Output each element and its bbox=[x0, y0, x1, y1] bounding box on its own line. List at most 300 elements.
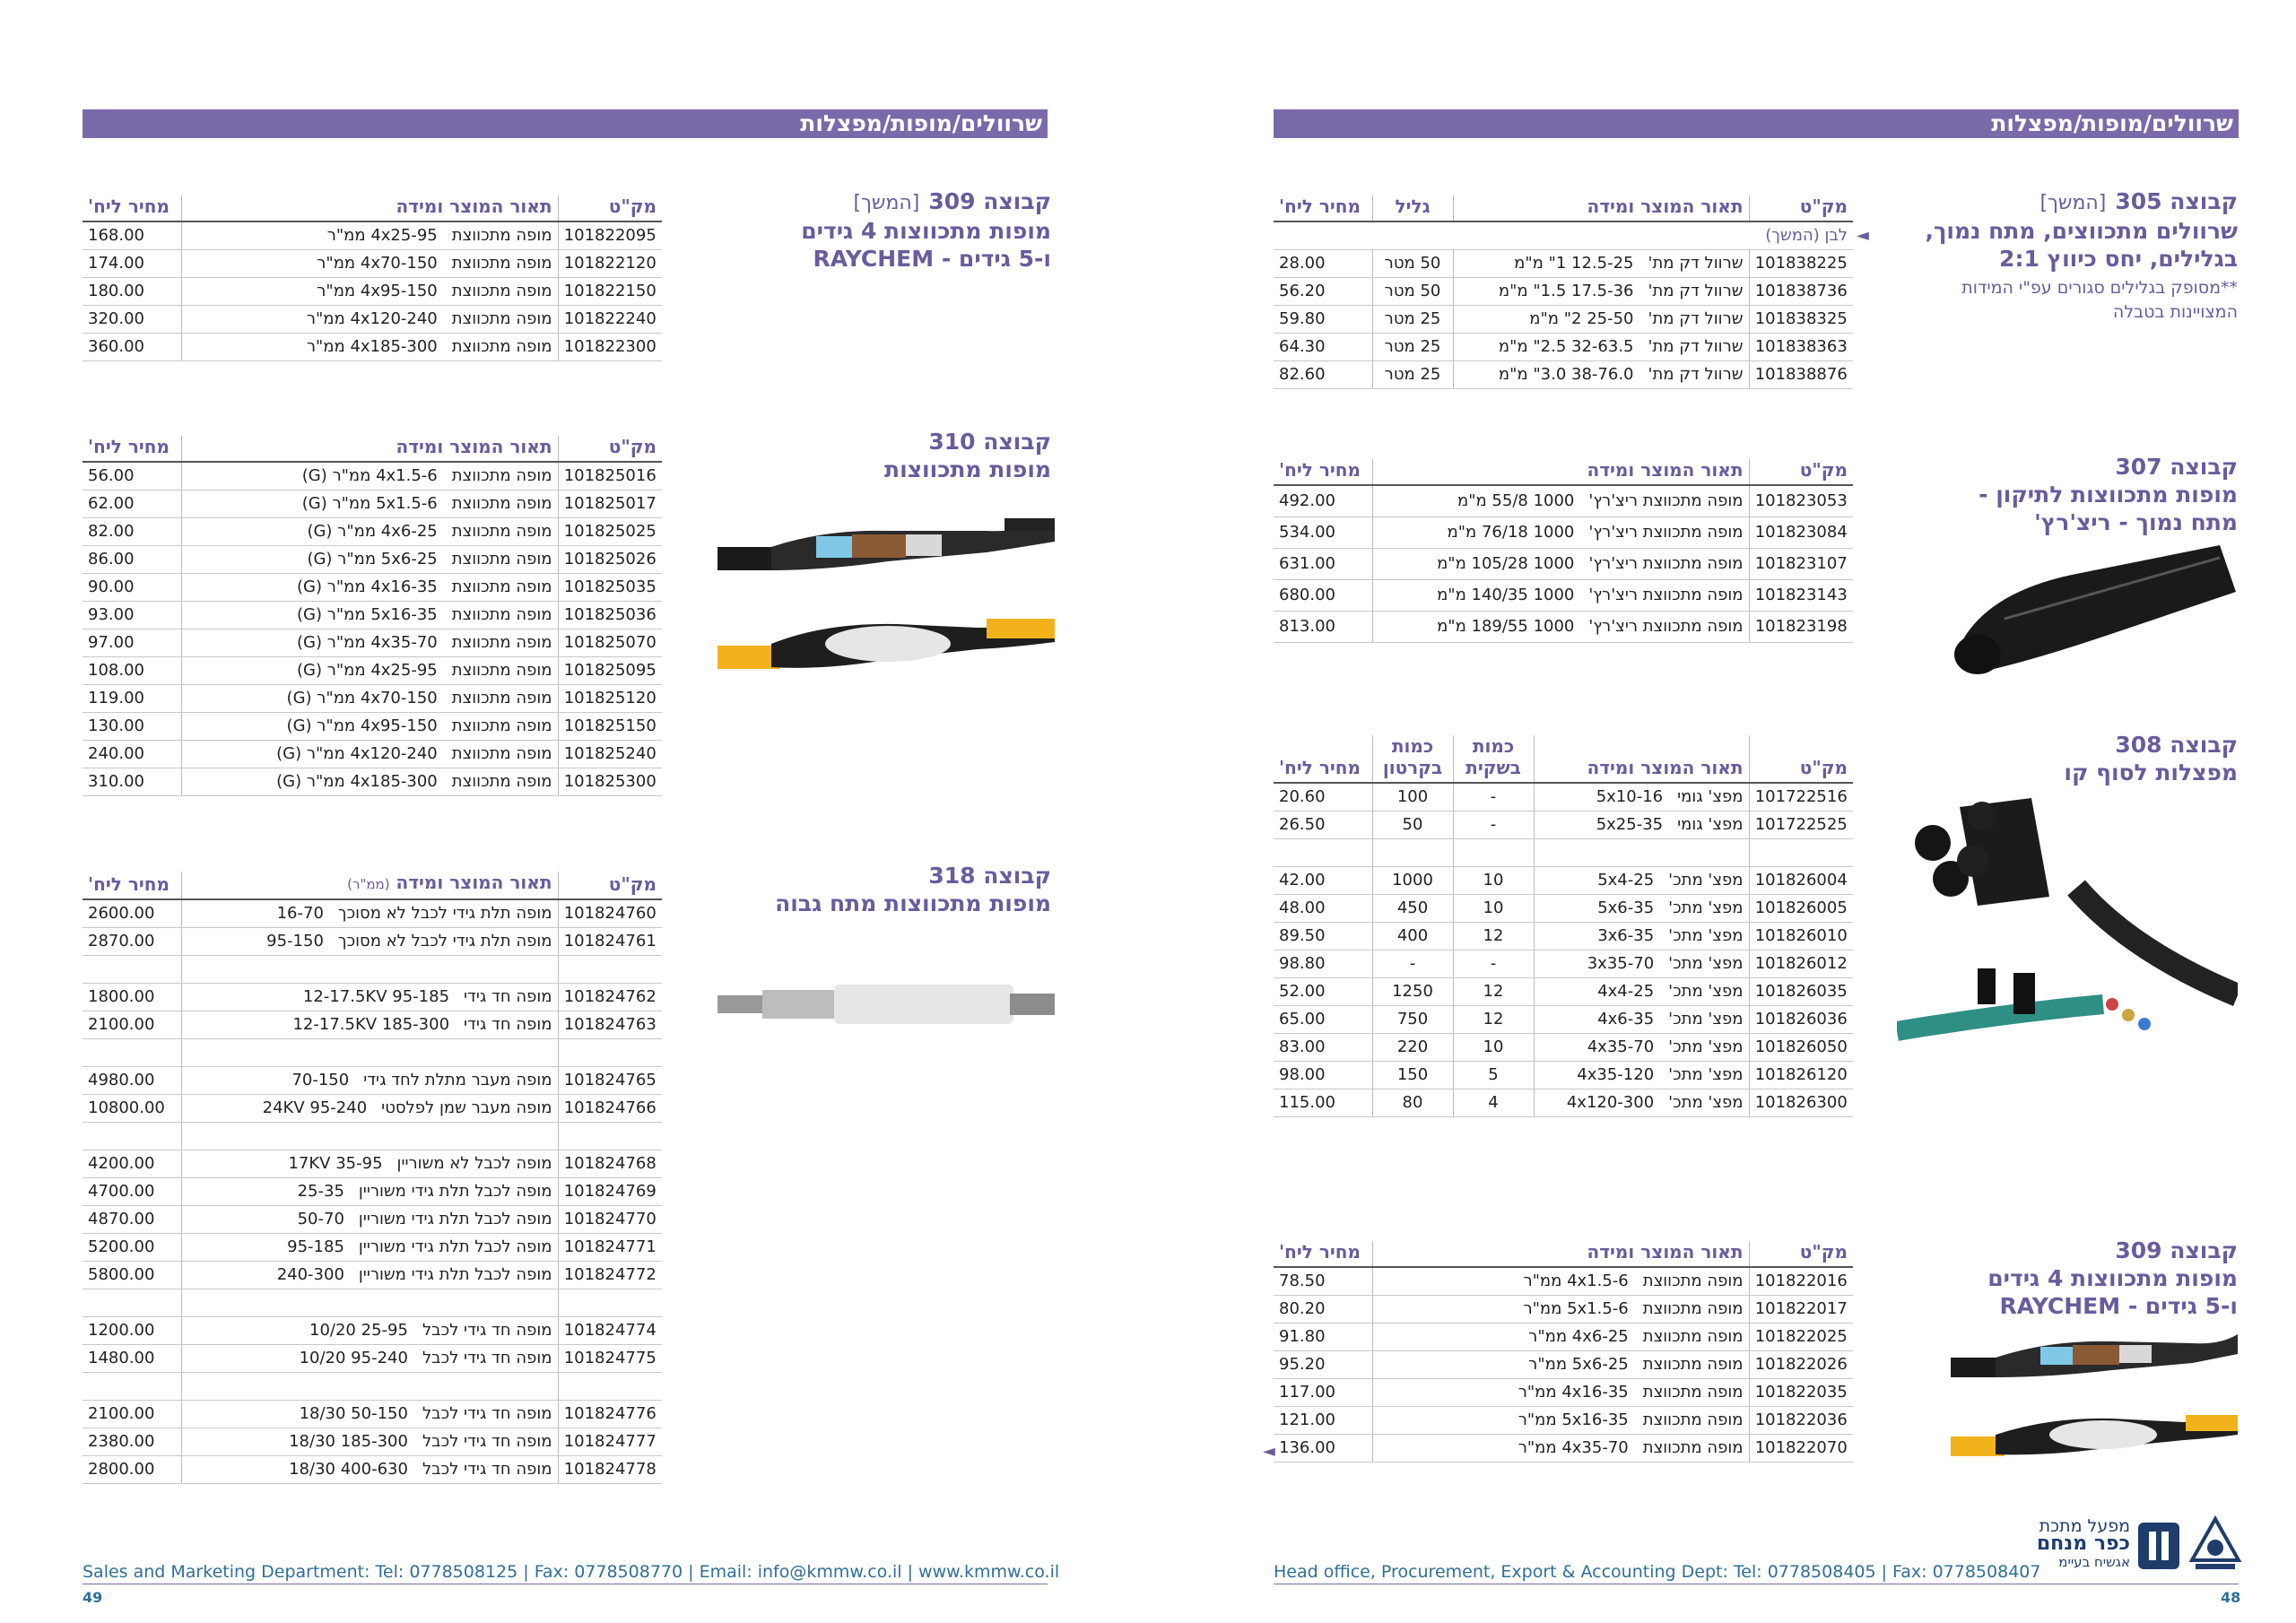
product-size: 4x185-300 ממ"ר (G) bbox=[276, 772, 438, 791]
cell-description bbox=[1453, 250, 1749, 278]
product-size: 4x16-35 ממ"ר (G) bbox=[296, 577, 438, 596]
table-group-310 bbox=[83, 436, 662, 796]
table-row bbox=[1274, 812, 1853, 839]
cell-sku: 101722525 bbox=[1749, 812, 1853, 839]
table-row bbox=[83, 1289, 662, 1317]
cell-description bbox=[181, 956, 558, 984]
product-name: מופה חד גידי bbox=[464, 987, 552, 1006]
cell-price: 2100.00 bbox=[83, 1011, 181, 1039]
cell-sku: 101824762 bbox=[558, 984, 662, 1011]
product-size: 4x25-95 ממ"ר bbox=[326, 226, 438, 245]
cell-price: 5200.00 bbox=[83, 1234, 181, 1262]
group-title-line1: שרוולים מתכווצים, מתח נמוך, bbox=[1925, 218, 2238, 244]
cell-roll: 25 מטר bbox=[1372, 306, 1453, 334]
cell-sku: 101824777 bbox=[558, 1428, 662, 1456]
product-size: 4x6-25 ממ"ר bbox=[1528, 1327, 1629, 1346]
cell-price: 4870.00 bbox=[83, 1206, 181, 1234]
group-number: קבוצה 310 bbox=[928, 429, 1051, 455]
cell-bag: - bbox=[1453, 783, 1534, 812]
cell-sku: 101822017 bbox=[1749, 1296, 1853, 1324]
table-row bbox=[1274, 1435, 1853, 1462]
cell-price: 26.50 bbox=[1274, 812, 1372, 839]
cell-roll: 50 מטר bbox=[1372, 250, 1453, 278]
table-row bbox=[83, 956, 662, 984]
cell-description bbox=[1372, 1435, 1749, 1462]
cell-description bbox=[1372, 549, 1749, 580]
table-group-307 bbox=[1274, 459, 1853, 643]
cell-price: 4700.00 bbox=[83, 1178, 181, 1206]
group-title-line1: מופות מתכווצות לתיקון - bbox=[1979, 482, 2238, 508]
cell-price: 97.00 bbox=[83, 629, 181, 657]
table-row bbox=[1274, 1062, 1853, 1089]
cell-price: 492.00 bbox=[1274, 485, 1372, 517]
product-name: מופה חד גידי לכבל bbox=[422, 1432, 552, 1451]
cell-price: 98.80 bbox=[1274, 950, 1372, 978]
product-size: 4x120-300 bbox=[1566, 1093, 1655, 1112]
cell-box: 150 bbox=[1372, 1062, 1453, 1089]
table-row bbox=[1274, 361, 1853, 389]
cell-price: 174.00 bbox=[83, 250, 181, 278]
col-header-desc-text: תאור המוצר ומידה bbox=[396, 872, 552, 893]
cell-box: 80 bbox=[1372, 1089, 1453, 1117]
table-row bbox=[1274, 950, 1853, 978]
page-48 bbox=[1148, 0, 2296, 1623]
product-name: מופה מתכווצת ריצ'רץ' bbox=[1588, 554, 1744, 573]
product-size: 4x16-35 ממ"ר bbox=[1518, 1383, 1629, 1402]
table-row bbox=[83, 462, 662, 490]
table-row bbox=[1274, 1034, 1853, 1062]
cell-sku: 101825240 bbox=[558, 741, 662, 768]
cell-description bbox=[1534, 923, 1749, 950]
cell-sku: 101824766 bbox=[558, 1095, 662, 1123]
cell-bag: 10 bbox=[1453, 867, 1534, 895]
continued-arrow-icon: ◄ bbox=[1857, 226, 1869, 245]
product-size: 185-300 12-17.5KV bbox=[292, 1015, 450, 1034]
product-size: 1000 140/35 מ"מ bbox=[1437, 586, 1575, 604]
cell-price: 78.50 bbox=[1274, 1267, 1372, 1296]
table-row bbox=[83, 574, 662, 602]
cell-sku: 101824769 bbox=[558, 1178, 662, 1206]
table-row bbox=[83, 1039, 662, 1067]
product-size: 3x35-70 bbox=[1587, 954, 1655, 973]
table-group-305 bbox=[1274, 195, 1853, 389]
product-size: 4x95-150 ממ"ר bbox=[317, 282, 438, 300]
cell-price bbox=[83, 1373, 181, 1401]
box-qty-line2: בקרטון bbox=[1382, 757, 1443, 778]
cell-bag: 10 bbox=[1453, 895, 1534, 923]
logo-line2: כפר מנחם bbox=[2036, 1532, 2130, 1555]
product-size: 5x6-35 bbox=[1597, 898, 1655, 917]
cell-price: 360.00 bbox=[83, 334, 181, 361]
product-name: מופה מתכווצת ריצ'רץ' bbox=[1588, 491, 1744, 510]
col-header-price: מחיר ליח' bbox=[1274, 735, 1372, 783]
cell-description bbox=[181, 1011, 558, 1039]
cell-description bbox=[1534, 895, 1749, 923]
cell-sku: 101822150 bbox=[558, 278, 662, 306]
product-size: 38-76.0 3.0" מ"מ bbox=[1498, 365, 1634, 384]
cell-sku: 101824765 bbox=[558, 1067, 662, 1095]
cell-description bbox=[181, 1373, 558, 1401]
cell-sku: 101824768 bbox=[558, 1150, 662, 1178]
cell-sku: 101825025 bbox=[558, 518, 662, 546]
emblem-icon bbox=[2188, 1515, 2242, 1575]
group-number: קבוצה 309 bbox=[2115, 1237, 2238, 1263]
cell-description bbox=[181, 1262, 558, 1289]
cell-price: 2100.00 bbox=[83, 1401, 181, 1428]
cell-sku: 101825036 bbox=[558, 602, 662, 629]
cell-price: 1800.00 bbox=[83, 984, 181, 1011]
cell-description bbox=[181, 221, 558, 250]
cell-description bbox=[1534, 839, 1749, 867]
splice-kit-image bbox=[718, 601, 1055, 690]
product-size: 1000 189/55 מ"מ bbox=[1437, 617, 1575, 636]
cell-description bbox=[1372, 1407, 1749, 1435]
continued-label: [המשך] bbox=[2039, 192, 2107, 214]
cell-price: 136.00 bbox=[1274, 1435, 1372, 1462]
product-size: 5x6-25 ממ"ר bbox=[1528, 1355, 1629, 1374]
cell-sku: 101823198 bbox=[1749, 612, 1853, 643]
col-header-price: מחיר ליח' bbox=[1274, 195, 1372, 221]
group-310-heading bbox=[718, 429, 1051, 483]
group-number: קבוצה 308 bbox=[2115, 732, 2238, 758]
table-row bbox=[83, 899, 662, 928]
table-row bbox=[1274, 1407, 1853, 1435]
table-row bbox=[1274, 334, 1853, 361]
cell-description bbox=[1453, 361, 1749, 389]
cell-sku: 101826036 bbox=[1749, 1006, 1853, 1034]
product-name: מופה מתכווצת ריצ'רץ' bbox=[1588, 586, 1744, 604]
cell-sku: 101826035 bbox=[1749, 978, 1853, 1006]
product-name: מופה מתכווצת bbox=[451, 282, 552, 300]
cell-price: 240.00 bbox=[83, 741, 181, 768]
cell-sku bbox=[558, 1039, 662, 1067]
box-qty-line1: כמות bbox=[1391, 735, 1434, 757]
cell-sku bbox=[558, 1289, 662, 1317]
col-header-desc: תאור המוצר ומידה bbox=[1372, 459, 1749, 485]
cell-price bbox=[83, 1123, 181, 1150]
table-row bbox=[83, 1178, 662, 1206]
table-group-309-right bbox=[1274, 1241, 1853, 1462]
table-row bbox=[83, 713, 662, 741]
cell-sku: 101826010 bbox=[1749, 923, 1853, 950]
product-size: 400-630 18/30 bbox=[289, 1460, 408, 1479]
product-size: 32-63.5 2.5" מ"מ bbox=[1498, 337, 1634, 356]
product-name: מופה מתכווצת bbox=[1642, 1410, 1744, 1429]
table-row bbox=[83, 1456, 662, 1484]
cell-price: 168.00 bbox=[83, 221, 181, 250]
col-header-sku: מק"ט bbox=[1749, 1241, 1853, 1267]
cell-price: 82.60 bbox=[1274, 361, 1372, 389]
table-row bbox=[1274, 1324, 1853, 1351]
product-name: מפצ' מתכ' bbox=[1668, 1093, 1744, 1112]
col-header-desc: תאור המוצר ומידה bbox=[1372, 1241, 1749, 1267]
group-number: קבוצה 309 bbox=[928, 188, 1051, 214]
group-title-line2: מתח נמוך - ריצ'רץ' bbox=[2034, 509, 2238, 535]
cell-description bbox=[1453, 278, 1749, 306]
cell-sku: 101824761 bbox=[558, 928, 662, 956]
product-size: 1000 55/8 מ"מ bbox=[1457, 491, 1575, 510]
continued-arrow-icon: ◄ bbox=[1263, 1442, 1275, 1461]
cell-sku: 101824770 bbox=[558, 1206, 662, 1234]
cell-description bbox=[181, 462, 558, 490]
cell-box: 220 bbox=[1372, 1034, 1453, 1062]
cell-price: 121.00 bbox=[1274, 1407, 1372, 1435]
cell-price: 86.00 bbox=[83, 546, 181, 574]
cell-price: 62.00 bbox=[83, 490, 181, 518]
product-name: מופה חד גידי לכבל bbox=[422, 1321, 552, 1340]
table-row bbox=[83, 1401, 662, 1428]
bag-qty-line2: בשקית bbox=[1465, 757, 1521, 778]
product-name: מפצ' מתכ' bbox=[1668, 1065, 1744, 1084]
product-name: מופה מעבר מתלת לחד גידי bbox=[363, 1071, 552, 1089]
product-name: מפצ' מתכ' bbox=[1668, 926, 1744, 945]
group-title-line1: מופות מתכווצות bbox=[884, 456, 1051, 482]
logo-wordmark bbox=[2037, 1517, 2130, 1571]
group-305-heading bbox=[1892, 188, 2238, 325]
product-name: מופה מתכווצת bbox=[451, 605, 552, 624]
product-size: 4x1.5-6 ממ"ר bbox=[1523, 1271, 1629, 1290]
table-row bbox=[83, 1067, 662, 1095]
product-name: מפצ' גומי bbox=[1677, 815, 1744, 834]
product-size: 5x1.5-6 ממ"ר (G) bbox=[301, 494, 438, 513]
section-header-bar: שרוולים/מופות/מפצלות bbox=[83, 109, 1048, 138]
cell-sku: 101824771 bbox=[558, 1234, 662, 1262]
cell-price: 680.00 bbox=[1274, 580, 1372, 612]
cell-price: 83.00 bbox=[1274, 1034, 1372, 1062]
col-header-bag-qty bbox=[1453, 735, 1534, 783]
cell-price: 1200.00 bbox=[83, 1317, 181, 1345]
product-size: 4x35-70 ממ"ר bbox=[1518, 1438, 1629, 1457]
product-size: 4x185-300 ממ"ר bbox=[306, 337, 438, 356]
product-name: מופה מתכווצת bbox=[451, 254, 552, 273]
cell-bag: 12 bbox=[1453, 1006, 1534, 1034]
table-row bbox=[83, 306, 662, 334]
product-size: 5x25-35 bbox=[1596, 815, 1664, 834]
table-row bbox=[83, 1206, 662, 1234]
cell-sku: 101824775 bbox=[558, 1345, 662, 1373]
note-line1: **מסופק בגלילים סגורים עפ"י המידות bbox=[1961, 278, 2238, 298]
cell-description bbox=[1534, 950, 1749, 978]
group-318-heading bbox=[718, 863, 1051, 917]
cell-description bbox=[1372, 580, 1749, 612]
cell-sku: 101824763 bbox=[558, 1011, 662, 1039]
cell-description bbox=[181, 602, 558, 629]
product-name: מופה מתכווצת bbox=[1642, 1271, 1744, 1290]
product-name: מפצ' מתכ' bbox=[1668, 982, 1744, 1001]
product-size: 1000 76/18 מ"מ bbox=[1447, 523, 1575, 542]
table-row bbox=[83, 1123, 662, 1150]
table-row bbox=[1274, 839, 1853, 867]
footer-contact: Sales and Marketing Department: Tel: 0778508125 | Fax: 0778508770 | Email: info@kmmw.co.il | www.kmmw.co.il bbox=[83, 1562, 1060, 1582]
cell-price: 108.00 bbox=[83, 657, 181, 685]
cell-bag: 12 bbox=[1453, 978, 1534, 1006]
cell-sku: 101826005 bbox=[1749, 895, 1853, 923]
cell-price: 89.50 bbox=[1274, 923, 1372, 950]
product-size: 4x1.5-6 ממ"ר (G) bbox=[301, 466, 438, 485]
cell-description bbox=[1372, 1296, 1749, 1324]
cell-description bbox=[1372, 485, 1749, 517]
cell-sku: 101825150 bbox=[558, 713, 662, 741]
product-name: מופה לכבל תלת גידי משוריין bbox=[358, 1265, 552, 1284]
table-row bbox=[83, 741, 662, 768]
cell-price bbox=[83, 956, 181, 984]
cell-sku: 101824774 bbox=[558, 1317, 662, 1345]
cell-sku: 101822070 bbox=[1749, 1435, 1853, 1462]
cell-price: 2870.00 bbox=[83, 928, 181, 956]
cell-sku: 101822300 bbox=[558, 334, 662, 361]
kmmw-logo-icon bbox=[2136, 1519, 2181, 1573]
cell-price: 82.00 bbox=[83, 518, 181, 546]
table-row bbox=[1274, 485, 1853, 517]
table-row bbox=[83, 1345, 662, 1373]
cell-box: 450 bbox=[1372, 895, 1453, 923]
cell-description bbox=[181, 629, 558, 657]
col-header-desc-unit: (ממ"ר) bbox=[347, 876, 390, 892]
cell-price: 631.00 bbox=[1274, 549, 1372, 580]
cell-price: 59.80 bbox=[1274, 306, 1372, 334]
cell-description bbox=[181, 250, 558, 278]
cell-description bbox=[1534, 1034, 1749, 1062]
table-group-309-left bbox=[83, 195, 662, 361]
product-name: מופה מתכווצת bbox=[451, 744, 552, 763]
cell-price: 119.00 bbox=[83, 685, 181, 713]
group-number: קבוצה 305 bbox=[2115, 188, 2238, 214]
cell-sku: 101838363 bbox=[1749, 334, 1853, 361]
cell-sku: 101823107 bbox=[1749, 549, 1853, 580]
product-size: 95-240 10/20 bbox=[299, 1349, 408, 1367]
table-row bbox=[83, 334, 662, 361]
table-row bbox=[1274, 580, 1853, 612]
cell-description bbox=[181, 1206, 558, 1234]
cell-roll: 25 מטר bbox=[1372, 361, 1453, 389]
cell-description bbox=[181, 546, 558, 574]
cell-price: 2600.00 bbox=[83, 899, 181, 928]
product-name: מופה מתכווצת bbox=[1642, 1327, 1744, 1346]
product-size: 4x4-25 bbox=[1597, 982, 1655, 1001]
product-name: מופה לכבל לא משוריין bbox=[396, 1154, 552, 1173]
cell-price: 117.00 bbox=[1274, 1379, 1372, 1407]
product-size: 25-35 bbox=[297, 1182, 344, 1201]
product-name: מופה מתכווצת bbox=[1642, 1383, 1744, 1402]
cell-roll: 25 מטר bbox=[1372, 334, 1453, 361]
product-name: מפצ' מתכ' bbox=[1668, 898, 1744, 917]
cell-description bbox=[181, 1150, 558, 1178]
cell-bag: 5 bbox=[1453, 1062, 1534, 1089]
table-row bbox=[1274, 306, 1853, 334]
table-row bbox=[83, 602, 662, 629]
product-name: מופה מתכווצת bbox=[451, 577, 552, 596]
cell-description bbox=[1534, 978, 1749, 1006]
logo-line1: מפעל מתכת bbox=[2039, 1516, 2130, 1536]
group-title-line1: מפצלות לסוף קו bbox=[2064, 759, 2238, 785]
col-header-sku: מק"ט bbox=[1749, 459, 1853, 485]
cell-price: 64.30 bbox=[1274, 334, 1372, 361]
cell-sku: 101722516 bbox=[1749, 783, 1853, 812]
col-header-sku: מק"ט bbox=[558, 436, 662, 462]
product-name: מופה לכבל תלת גידי משוריין bbox=[358, 1237, 552, 1256]
cell-description bbox=[181, 1123, 558, 1150]
cell-description bbox=[1372, 1324, 1749, 1351]
cell-description bbox=[1372, 612, 1749, 643]
cell-bag: 12 bbox=[1453, 923, 1534, 950]
cell-description bbox=[181, 306, 558, 334]
group-number: קבוצה 318 bbox=[928, 863, 1051, 889]
cell-sku: 101826120 bbox=[1749, 1062, 1853, 1089]
cell-sku: 101825070 bbox=[558, 629, 662, 657]
cell-box: 400 bbox=[1372, 923, 1453, 950]
cell-description bbox=[1372, 1267, 1749, 1296]
product-size: 5x6-25 ממ"ר (G) bbox=[307, 550, 438, 568]
product-size: 35-95 17KV bbox=[288, 1154, 383, 1173]
product-name: שרוול דק מת' bbox=[1648, 254, 1744, 273]
product-name: מופה מתכווצת bbox=[451, 716, 552, 735]
table-row bbox=[83, 1095, 662, 1123]
cell-description bbox=[181, 1456, 558, 1484]
cell-price bbox=[83, 1039, 181, 1067]
cell-price: 42.00 bbox=[1274, 867, 1372, 895]
product-name: מופה מתכווצת bbox=[1642, 1299, 1744, 1318]
table-row bbox=[1274, 1379, 1853, 1407]
product-name: מופה מתכווצת bbox=[1642, 1355, 1744, 1374]
table-row bbox=[83, 1428, 662, 1456]
table-row bbox=[1274, 517, 1853, 549]
cell-description bbox=[181, 574, 558, 602]
table-row bbox=[83, 629, 662, 657]
col-header-sku: מק"ט bbox=[1749, 195, 1853, 221]
cell-price: 10800.00 bbox=[83, 1095, 181, 1123]
cell-box: 100 bbox=[1372, 783, 1453, 812]
cell-description bbox=[181, 685, 558, 713]
product-size: 16-70 bbox=[276, 904, 324, 923]
product-size: 4x70-150 ממ"ר bbox=[317, 254, 438, 273]
cell-description bbox=[181, 490, 558, 518]
product-size: 1000 105/28 מ"מ bbox=[1437, 554, 1575, 573]
table-row bbox=[83, 546, 662, 574]
cell-sku: 101823053 bbox=[1749, 485, 1853, 517]
group-note bbox=[1892, 276, 2238, 325]
cell-sku bbox=[1749, 839, 1853, 867]
product-name: מפצ' גומי bbox=[1677, 787, 1744, 806]
cell-sku: 101838325 bbox=[1749, 306, 1853, 334]
product-size: 4x6-25 ממ"ר (G) bbox=[307, 522, 438, 541]
cell-price: 4200.00 bbox=[83, 1150, 181, 1178]
color-group-label: לבן (המשך) bbox=[1274, 221, 1853, 250]
table-row bbox=[1274, 895, 1853, 923]
cell-description bbox=[181, 768, 558, 796]
product-name: מופה מתכווצת bbox=[451, 689, 552, 707]
cell-sku: 101822095 bbox=[558, 221, 662, 250]
product-name: מופה מתכווצת ריצ'רץ' bbox=[1588, 523, 1744, 542]
col-header-desc: תאור המוצר ומידה bbox=[1453, 195, 1749, 221]
cell-price: 1480.00 bbox=[83, 1345, 181, 1373]
table-row bbox=[83, 490, 662, 518]
cell-description bbox=[181, 657, 558, 685]
product-name: שרוול דק מת' bbox=[1648, 309, 1744, 328]
table-row bbox=[83, 1317, 662, 1345]
product-size: 4x120-240 ממ"ר bbox=[306, 309, 438, 328]
table-row bbox=[83, 657, 662, 685]
cell-description bbox=[181, 1039, 558, 1067]
cell-description bbox=[181, 334, 558, 361]
cell-sku: 101824778 bbox=[558, 1456, 662, 1484]
cell-sku: 101822035 bbox=[1749, 1379, 1853, 1407]
cell-price: 56.20 bbox=[1274, 278, 1372, 306]
product-name: מופה לכבל תלת גידי משוריין bbox=[358, 1182, 552, 1201]
cell-price: 813.00 bbox=[1274, 612, 1372, 643]
product-size: 4x120-240 ממ"ר (G) bbox=[276, 744, 438, 763]
cell-sku: 101825026 bbox=[558, 546, 662, 574]
col-header-sku: מק"ט bbox=[558, 872, 662, 899]
